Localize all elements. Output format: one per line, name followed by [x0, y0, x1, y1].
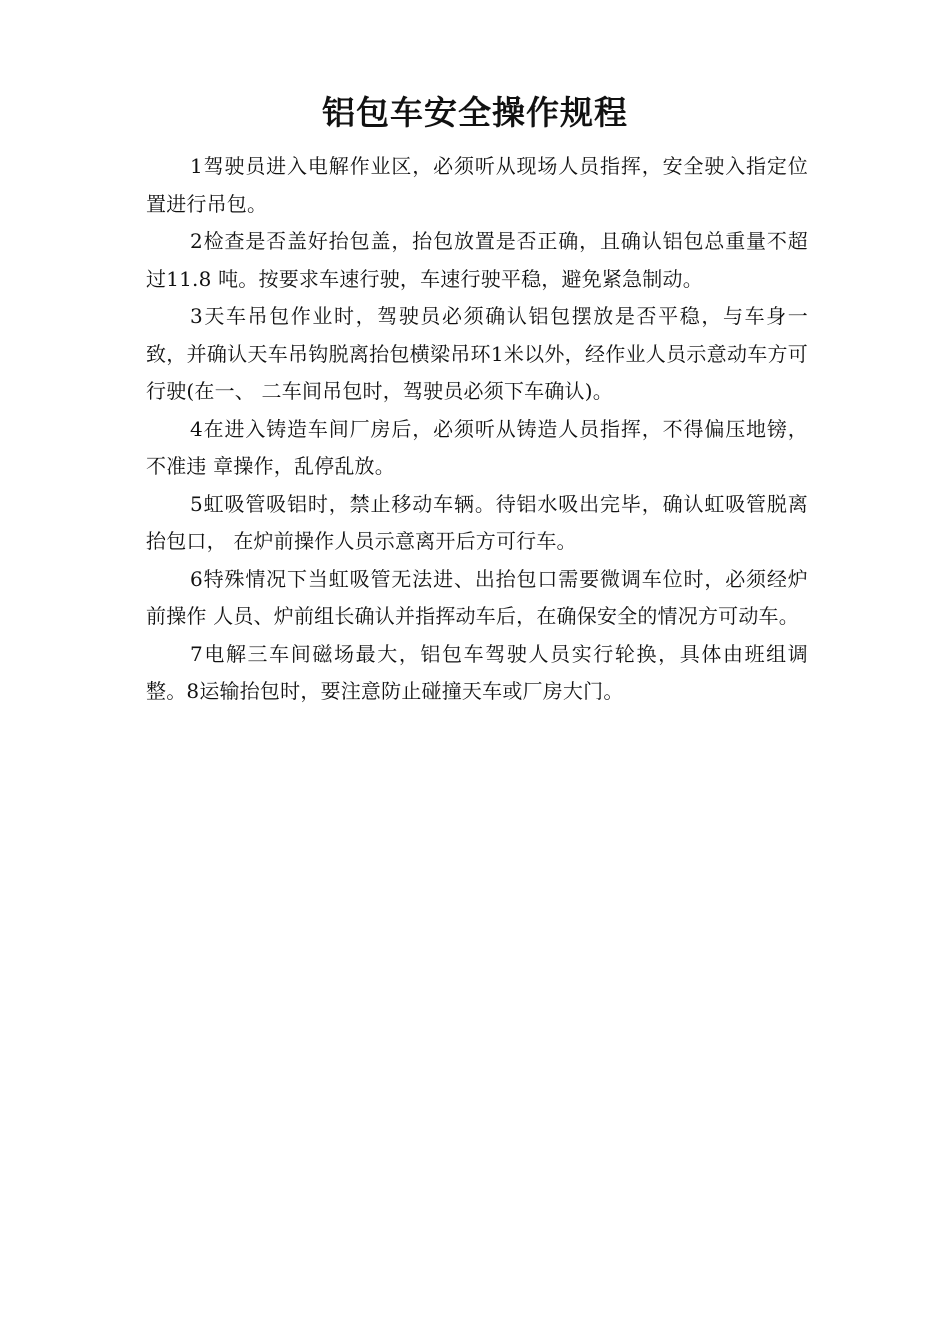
rule-paragraph-5: 5虹吸管吸铝时，禁止移动车辆。待铝水吸出完毕，确认虹吸管脱离抬包口， 在炉前操作人员示意离开后方可行车。 — [146, 491, 808, 553]
rule-paragraph-2: 2检查是否盖好抬包盖，抬包放置是否正确，且确认铝包总重量不超过11.8 吨。按要求车速行驶，车速行驶平稳，避免紧急制动。 — [146, 229, 808, 291]
document-title: 铝包车安全操作规程 — [322, 93, 628, 132]
rule-paragraph-3: 3天车吊包作业时，驾驶员必须确认铝包摆放是否平稳，与车身一致，并确认天车吊钩脱离抬包横梁吊环1米以外，经作业人员示意动车方可行驶(在一、 二车间吊包时，驾驶员必须下车确认)。 — [146, 304, 808, 403]
rule-paragraph-4: 4在进入铸造车间厂房后，必须听从铸造人员指挥，不得偏压地镑，不准违 章操作，乱停乱放。 — [146, 416, 808, 478]
document-body — [146, 148, 808, 711]
rule-paragraph-7: 7电解三车间磁场最大，铝包车驾驶人员实行轮换，具体由班组调整。8运输抬包时，要注意防止碰撞天车或厂房大门。 — [146, 641, 808, 703]
rule-paragraph-1: 1驾驶员进入电解作业区，必须听从现场人员指挥，安全驶入指定位置进行吊包。 — [146, 154, 808, 216]
rule-paragraph-6: 6特殊情况下当虹吸管无法进、出抬包口需要微调车位时，必须经炉前操作 人员、炉前组长确认并指挥动车后，在确保安全的情况方可动车。 — [146, 566, 808, 628]
